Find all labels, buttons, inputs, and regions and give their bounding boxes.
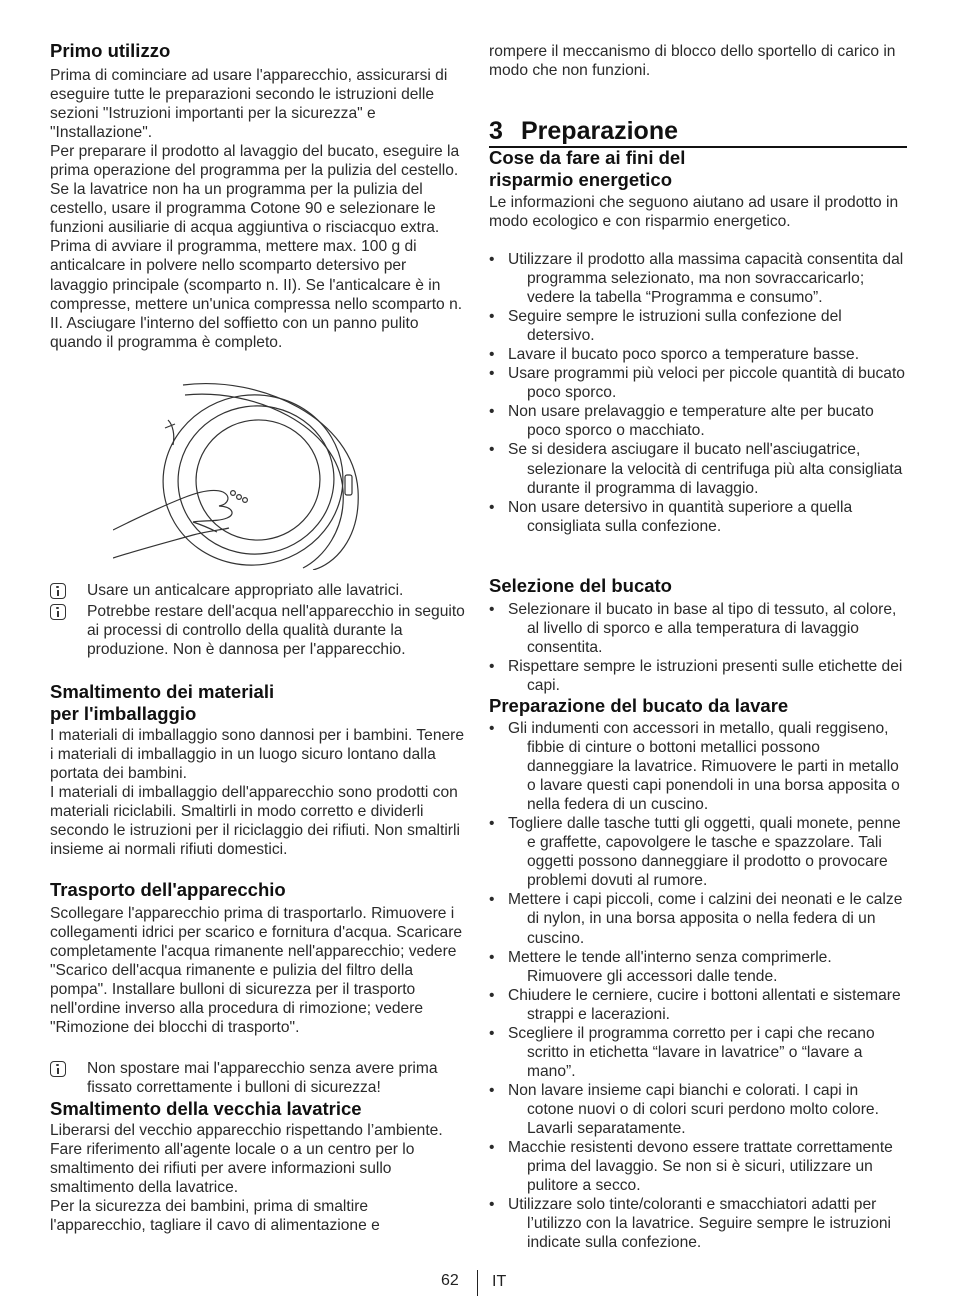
list-item: • Utilizzare solo tinte/coloranti e smacchiatori adatti per l’utilizzo con la lavatrice. Seguire sempre le istruzioni indicate sulla confezione. [489,1195,907,1252]
heading-preparazione-bucato: Preparazione del bucato da lavare [489,695,789,716]
list-item: • Utilizzare il prodotto alla massima capacità consentita dal programma selezionato, ma non sovraccaricarlo; vedere la tabella “Programma e consumo”. [489,250,907,307]
heading-risparmio-energetico: Cose da fare ai fini del risparmio energetico [489,147,686,190]
heading-smaltimento-vecchia: Smaltimento della vecchia lavatrice [50,1098,362,1119]
list-item: • Lavare il bucato poco sporco a temperature basse. [489,345,907,364]
text-smaltimento-imballaggio: I materiali di imballaggio sono dannosi per i bambini. Tenere i materiali di imballaggio in un luogo sicuro lontano dalla portata dei bambini. I materiali di imballaggio dell'apparecchio sono prodotti con materiali riciclabili. Smaltirli in modo corretto e dividerli secondo le istruzioni per il riciclaggio dei rifiuti. Non smaltirli insieme ai normali rifiuti domestici. [50,727,465,859]
list-item: • Non usare detersivo in quantità superiore a quella consigliata sulla confezione. [489,498,907,536]
list-item: • Se si desidera asciugare il bucato nell'asciugatrice, selezionare la velocità di centrifuga più alta consigliata durante il programma di lavaggio. [489,440,907,497]
text-primo-utilizzo: Prima di cominciare ad usare l'apparecchio, assicurarsi di eseguire tutte le preparazioni secondo le istruzioni delle sezioni "Istruzioni importanti per la sicurezza" e "Installazione". Per preparare il prodotto al lavaggio del bucato, eseguire la prima operazione del programma per la pulizia del cestello. Se la lavatrice non ha un programma per la pulizia del cestello, usare il programma Cotone 90 e selezionare le funzioni ausiliarie di acqua aggiuntiva o risciacquo extra. Prima di avviare il programma, mettere max. 100 g di anticalcare in polvere nello scomparto detersivo per lavaggio principale (scomparto n. II). Se l'anticalcare è in compresse, mettere un'unica compressa nello scomparto n. II. Asciugare l'interno del soffietto con un panno pulito quando il programma è completo. [50,67,463,351]
list-item: • Selezionare il bucato in base al tipo di tessuto, al colore, al livello di sporco e alla temperatura di lavaggio consentita. [489,600,907,657]
list-item: • Rispettare sempre le istruzioni presenti sulle etichette dei capi. [489,657,907,695]
text-risparmio-energetico: Le informazioni che seguono aiutano ad usare il prodotto in modo ecologico e con risparmio energetico. [489,194,899,231]
text-continuation: rompere il meccanismo di blocco dello sportello di carico in modo che non funzioni. [489,43,896,80]
info-icon [50,604,66,620]
washing-machine-door-illustration [113,380,363,570]
text-smaltimento-vecchia: Liberarsi del vecchio apparecchio rispettando l’ambiente. Fare riferimento all'agente locale o a un centro per lo smaltimento dei rifiuti per avere informazioni sullo smaltimento della lavatrice. Per la sicurezza dei bambini, prima di smaltire l'apparecchio, tagliare il cavo di alimentazione e [50,1122,443,1235]
info-note: Usare un anticalcare appropriato alle lavatrici. [50,581,465,604]
list-item: • Chiudere le cerniere, cucire i bottoni allentati e sistemare strappi e lacerazioni. [489,986,907,1024]
list-item: • Mettere le tende all'interno senza comprimerle. Rimuovere gli accessori dalle tende. [489,948,907,986]
info-icon [50,1061,66,1077]
heading-trasporto: Trasporto dell'apparecchio [50,879,286,900]
chapter-number: 3 [489,117,503,145]
heading-smaltimento-imballaggio: Smaltimento dei materiali per l'imballaggio [50,681,275,724]
list-risparmio-energetico [489,250,907,536]
language-code: IT [492,1273,507,1290]
heading-selezione-bucato: Selezione del bucato [489,575,672,596]
list-preparazione-bucato [489,719,907,1252]
text-trasporto: Scollegare l'apparecchio prima di trasportarlo. Rimuovere i collegamenti idrici per scarico e fornitura d'acqua. Scaricare completamente l'acqua rimanente nell'apparecchio; vedere "Scarico dell'acqua rimanente e pulizia del filtro della pompa". Installare bulloni di sicurezza per il trasporto nell'ordine inverso alla procedura di rimozione; vedere "Rimozione dei blocchi di trasporto". [50,905,463,1037]
page-number: 62 [441,1272,459,1289]
list-item: • Non usare prelavaggio e temperature alte per bucato poco sporco o macchiato. [489,402,907,440]
info-icon [50,583,66,599]
list-item: • Usare programmi più veloci per piccole quantità di bucato poco sporco. [489,364,907,402]
info-note: Potrebbe restare dell'acqua nell'apparecchio in seguito ai processi di controllo della qualità durante la produzione. Non è dannosa per l'apparecchio. [50,602,465,659]
chapter-heading [489,116,907,148]
list-item: • Non lavare insieme capi bianchi e colorati. I capi in cotone nuovi o di colori scuri perdono molto colore. Lavarli separatamente. [489,1081,907,1138]
list-item: • Mettere i capi piccoli, come i calzini dei neonati e le calze di nylon, in una borsa apposita o nella federa di un cuscino. [489,890,907,947]
list-selezione-bucato [489,600,907,695]
list-item: • Scegliere il programma corretto per i capi che recano scritto in etichetta “lavare in lavatrice” o “lavare a mano”. [489,1024,907,1081]
list-item: • Seguire sempre le istruzioni sulla confezione del detersivo. [489,307,907,345]
page-footer [0,1270,954,1298]
heading-primo-utilizzo: Primo utilizzo [50,40,171,61]
footer-divider [477,1270,478,1296]
list-item: • Gli indumenti con accessori in metallo, quali reggiseno, fibbie di cinture o bottoni metallici possono danneggiare la lavatrice. Rimuovere le parti in metallo o lavare questi capi ponendoli in una borsa apposita o nella federa di un cuscino. [489,719,907,814]
list-item: • Togliere dalle tasche tutti gli oggetti, quali monete, penne e graffette, capovolgere le tasche e spazzolare. Tali oggetti possono danneggiare il prodotto o provocare problemi dovuti al rumore. [489,814,907,890]
list-item: • Macchie resistenti devono essere trattate correttamente prima del lavaggio. Se non si è sicuri, utilizzare un pulitore a secco. [489,1138,907,1195]
info-note: Non spostare mai l'apparecchio senza avere prima fissato correttamente i bulloni di sicurezza! [50,1059,475,1097]
chapter-title: Preparazione [521,117,679,145]
